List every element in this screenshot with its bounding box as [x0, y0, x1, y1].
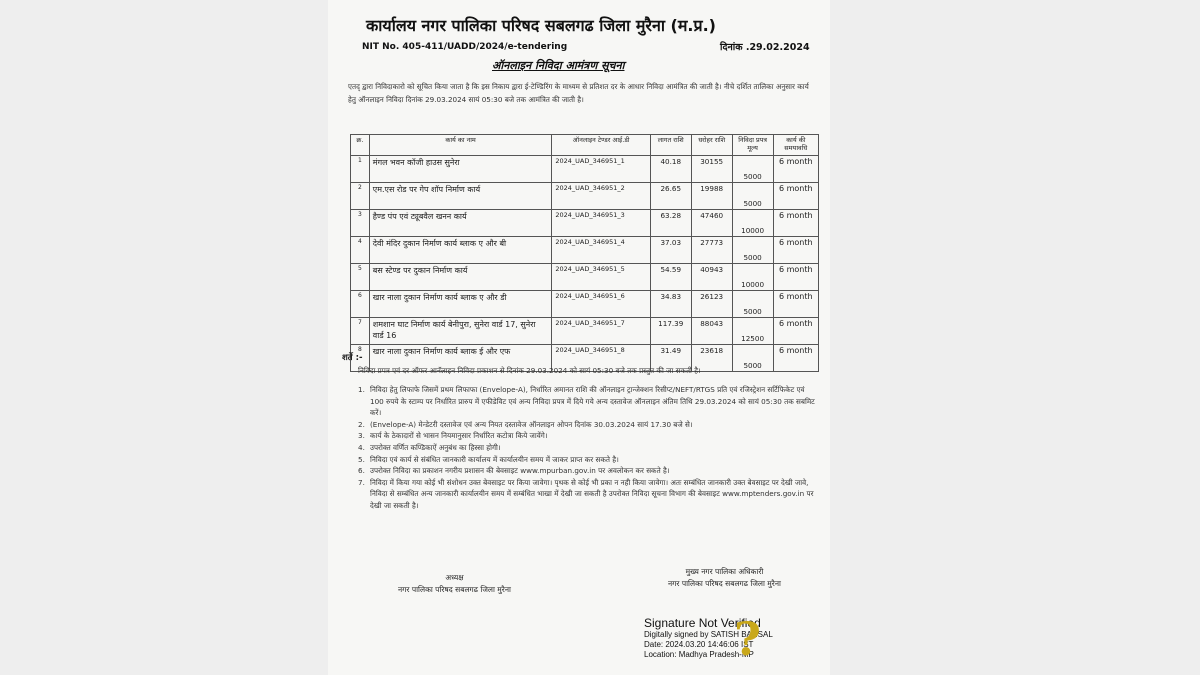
cell-serial: 5: [351, 264, 370, 291]
cell-tender-id: 2024_UAD_346951_1: [552, 156, 650, 183]
signatory-org: नगर पालिका परिषद सबलगढ जिला मुरैना: [668, 579, 781, 588]
cell-form-fee: 12500: [732, 318, 773, 345]
condition-number: 7.: [358, 477, 365, 487]
question-mark-icon: ?: [734, 612, 761, 666]
cell-emd: 26123: [691, 291, 732, 318]
conditions-heading: शर्ते :-: [342, 353, 363, 363]
cell-cost: 34.83: [650, 291, 691, 318]
cell-period: 6 month: [773, 183, 818, 210]
header-cost: लागत राशि: [650, 135, 691, 156]
cell-work-name: शमशान घाट निर्माण कार्य बेनीपुरा, सुनेरा वार्ड 17, सुनेरा वार्ड 16: [369, 318, 552, 345]
table-row: [351, 291, 819, 318]
cell-emd: 30155: [691, 156, 732, 183]
cell-period: 6 month: [773, 156, 818, 183]
signature-status: Signature Not Verified: [644, 616, 761, 630]
table-row: [351, 318, 819, 345]
table-row: [351, 264, 819, 291]
cell-form-fee: 10000: [732, 264, 773, 291]
notice-date: दिनांक .29.02.2024: [720, 42, 810, 53]
conditions-list: [358, 384, 820, 512]
condition-text: निविदा एवं कार्य से संबंधित जानकारी कार्यालय में कार्यालयीन समय में जाकर प्राप्त कर सकते है।: [370, 454, 619, 464]
cell-cost: 63.28: [650, 210, 691, 237]
list-item: [358, 384, 820, 419]
cell-serial: 4: [351, 237, 370, 264]
table-header-row: [351, 135, 819, 156]
header-tender-id: ऑनलाइन टेण्डर आई.डी: [552, 135, 650, 156]
header-serial: क्र.: [351, 135, 370, 156]
cell-emd: 88043: [691, 318, 732, 345]
list-item: [358, 465, 820, 477]
cell-cost: 31.49: [650, 345, 691, 372]
cell-form-fee: 5000: [732, 156, 773, 183]
cell-work-name: खार नाला दुकान निर्माण कार्य ब्लाक ए और डी: [369, 291, 552, 318]
cell-form-fee: 5000: [732, 183, 773, 210]
list-item: [358, 454, 820, 466]
cell-period: 6 month: [773, 345, 818, 372]
condition-number: 3.: [358, 431, 365, 441]
cell-serial: 1: [351, 156, 370, 183]
cell-tender-id: 2024_UAD_346951_4: [552, 237, 650, 264]
list-item: [358, 442, 820, 454]
header-form-fee: निविदा प्रपत्र मूल्य: [732, 135, 773, 156]
signatory-title: मुख्य नगर पालिका अधिकारी: [685, 567, 764, 576]
nit-number: NIT No. 405-411/UADD/2024/e-tendering: [362, 42, 568, 52]
cell-cost: 26.65: [650, 183, 691, 210]
condition-text: (Envelope-A) मेन्डेटरी दस्तावेज एवं अन्य नियत दस्तावेज ऑनलाइन ओपन दिनांक 30.03.2024 सायं 17.30 बजे से।: [370, 419, 693, 429]
cell-emd: 19988: [691, 183, 732, 210]
signatory-title: अध्यक्ष: [445, 573, 464, 582]
list-item: [358, 419, 820, 431]
cell-work-name: हैण्ड पंप एवं ट्यूबवैल खनन कार्य: [369, 210, 552, 237]
cell-cost: 54.59: [650, 264, 691, 291]
list-item: [358, 477, 820, 512]
signatory-org: नगर पालिका परिषद सबलगढ जिला मुरैना: [398, 585, 511, 594]
cell-tender-id: 2024_UAD_346951_3: [552, 210, 650, 237]
condition-text: निविदा हेतु लिफाफे जिसमें प्रथम लिफाफा (Envelope-A), निर्धारित अमानत राशि की ऑनलाइन ट्रान्जेक्शन रिसीप्ट/NEFT/RTGS प्रति एवं रजिस्ट्रेशन सर्टिफिकेट एवं 100 रुपये के स्टाम्प पर निर्धारित प्रारुप में एफीडेविट एवं अन्य निविदा प्रपत्र में दिये गये अन्य दस्तावेज ऑनलाइन अंतिम तिथि 29.03.2024 को सायं 05:30 तक सबमिट करें।: [370, 385, 815, 418]
header-period: कार्य की समयावधि: [773, 135, 818, 156]
cell-period: 6 month: [773, 237, 818, 264]
signature-signer: Digitally signed by SATISH BANSAL: [644, 630, 773, 639]
list-item: [358, 430, 820, 442]
cell-period: 6 month: [773, 210, 818, 237]
cell-tender-id: 2024_UAD_346951_5: [552, 264, 650, 291]
cell-cost: 40.18: [650, 156, 691, 183]
table-row: [351, 237, 819, 264]
condition-text: कार्य के ठेकादारों से भासन नियमानुसार निर्धारित कटोत्रा किये जावेंगे।: [370, 431, 548, 441]
cell-period: 6 month: [773, 318, 818, 345]
cell-cost: 37.03: [650, 237, 691, 264]
cell-emd: 23618: [691, 345, 732, 372]
cell-tender-id: 2024_UAD_346951_6: [552, 291, 650, 318]
cell-emd: 40943: [691, 264, 732, 291]
cell-tender-id: 2024_UAD_346951_2: [552, 183, 650, 210]
cell-emd: 47460: [691, 210, 732, 237]
signatory-cmo: [668, 566, 781, 590]
condition-number: 5.: [358, 454, 365, 464]
cell-work-name: मंगल भवन कॉजी हाउस सुनेरा: [369, 156, 552, 183]
condition-text: उपरोक्त वर्णित कण्डिकाऐं अनुबंध का हिस्सा होगी।: [370, 442, 501, 452]
cell-serial: 3: [351, 210, 370, 237]
cell-work-name: एम.एस रोड पर गेप शॉप निर्माण कार्य: [369, 183, 552, 210]
condition-intro: निविदा प्रपत्र एवं दर ऑफर आनॅलाइन निविदा प्रकाशन से दिनांक 29.03.2024 को सायं 05:30 बजे तक प्रस्तुत की जा सकती है।: [358, 366, 701, 375]
intro-paragraph: एतद् द्वारा निविदाकारो को सूचित किया जाता है कि इस निकाय द्वारा ई-टेण्डिरिंग के माध्यम से प्रतिशत दर के आधार निविदा आमंत्रित की जाती है। नीचे दर्शित तालिका अनुसार कार्य हेतु ऑनलाइन निविदा दिनांक 29.03.2024 सायं 05:30 बजे तक आमंत्रित की जाती है।: [348, 82, 809, 104]
cell-serial: 7: [351, 318, 370, 345]
header-emd: धरोहर राशि: [691, 135, 732, 156]
condition-number: 1.: [358, 385, 365, 394]
cell-form-fee: 5000: [732, 291, 773, 318]
condition-text: उपरोक्त निविदा का प्रकाशन नगरीय प्रशासन की बेवसाइट www.mpurban.gov.in पर अवलोकन कर सकते है।: [370, 466, 670, 476]
cell-work-name: बस स्टेण्ड पर दुकान निर्माण कार्य: [369, 264, 552, 291]
signature-date: Date: 2024.03.20 14:46:06 IST: [644, 640, 754, 649]
condition-number: 2.: [358, 419, 365, 429]
document-page: [328, 0, 830, 675]
cell-tender-id: 2024_UAD_346951_8: [552, 345, 650, 372]
cell-period: 6 month: [773, 291, 818, 318]
cell-form-fee: 5000: [732, 237, 773, 264]
notice-subtitle: ऑनलाइन निविदा आमंत्रण सूचना: [492, 59, 625, 72]
cell-tender-id: 2024_UAD_346951_7: [552, 318, 650, 345]
cell-period: 6 month: [773, 264, 818, 291]
signature-location: Location: Madhya Pradesh-MP: [644, 650, 754, 659]
condition-number: 6.: [358, 466, 365, 476]
condition-number: 4.: [358, 442, 365, 452]
table-row: [351, 156, 819, 183]
cell-form-fee: 5000: [732, 345, 773, 372]
condition-text: निविदा में किया गया कोई भी संशोधन उक्त बेवसाइट पर किया जावेगा। पृथक से कोई भी प्रका न नही किया जावेगा। अतः सम्बंधित जानकारी उक्त बेवसाइट पर देखी जावे, निविदा से सम्बंधित अन्य जानकारी कार्यालयीन समय में सम्बंधित भाखा में देखी जा सकती है उपरोक्त निविदा सूचना विभाग की बेवसाइट www.mptenders.gov.in पर देखी जा सकती है।: [370, 477, 814, 510]
cell-work-name: देवी मंदिर दुकान निर्माण कार्य ब्लाक ए और बी: [369, 237, 552, 264]
office-title: कार्यालय नगर पालिका परिषद सबलगढ जिला मुरैना (म.प्र.): [366, 16, 716, 35]
tender-table: [350, 134, 819, 372]
cell-serial: 8: [351, 345, 370, 372]
cell-emd: 27773: [691, 237, 732, 264]
cell-form-fee: 10000: [732, 210, 773, 237]
cell-serial: 2: [351, 183, 370, 210]
cell-cost: 117.39: [650, 318, 691, 345]
table-row: [351, 183, 819, 210]
table-row: [351, 210, 819, 237]
header-work-name: कार्य का नाम: [369, 135, 552, 156]
cell-work-name: खार नाला दुकान निर्माण कार्य ब्लाक ई और एफ: [369, 345, 552, 372]
cell-serial: 6: [351, 291, 370, 318]
signatory-president: [398, 572, 511, 596]
